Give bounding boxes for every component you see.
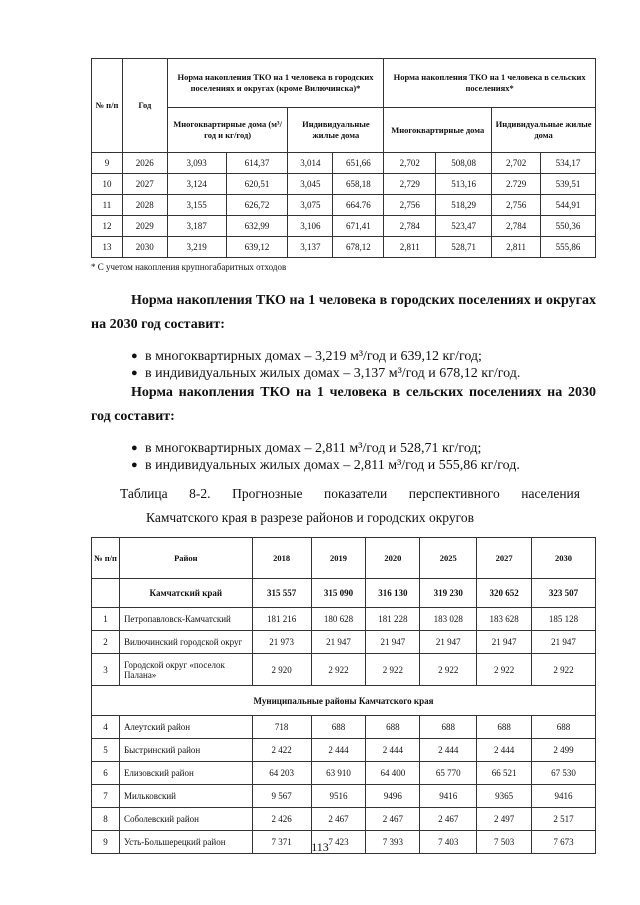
table-caption-cont: Камчатского края в разрезе районов и городских округов bbox=[146, 510, 474, 525]
paragraph-urban: Норма накопления ТКО на 1 человека в городских поселениях и округах на 2030 год составит: bbox=[91, 293, 596, 332]
table-cell: 2,784 bbox=[384, 216, 436, 237]
table-row bbox=[92, 654, 596, 686]
table-cell: 2 517 bbox=[532, 808, 596, 831]
bullet-item bbox=[131, 365, 521, 382]
table-cell: 3,187 bbox=[167, 216, 226, 237]
table-cell: 4 bbox=[92, 716, 120, 739]
table-cell: 2 426 bbox=[252, 808, 311, 831]
table-cell: 2 920 bbox=[252, 654, 311, 686]
header-num: № п/п bbox=[92, 59, 123, 153]
table-cell: 66 521 bbox=[477, 762, 532, 785]
table-cell: 2,811 bbox=[492, 237, 541, 258]
bullet-item bbox=[131, 440, 482, 457]
table-row bbox=[92, 216, 596, 237]
table-cell: 21 947 bbox=[420, 631, 477, 654]
table-cell: 2028 bbox=[122, 195, 167, 216]
table-row bbox=[92, 631, 596, 654]
table-cell: 550,36 bbox=[541, 216, 596, 237]
table-cell: 63 910 bbox=[311, 762, 366, 785]
table-cell: 620,51 bbox=[226, 174, 288, 195]
table-cell: 3 bbox=[92, 654, 120, 686]
table-cell: 9496 bbox=[366, 785, 420, 808]
table-cell: 508,08 bbox=[436, 153, 492, 174]
table-cell: 513,16 bbox=[436, 174, 492, 195]
header-indiv: Индивидуальные жилые дома bbox=[288, 108, 384, 153]
total-value: 315 090 bbox=[311, 579, 366, 608]
table-cell: 671,41 bbox=[333, 216, 384, 237]
population-table-header bbox=[92, 538, 596, 579]
table-cell: 2 467 bbox=[366, 808, 420, 831]
table-cell: 658,18 bbox=[333, 174, 384, 195]
table-cell: 2.729 bbox=[492, 174, 541, 195]
district-name: Усть-Большерецкий район bbox=[119, 831, 252, 854]
table-cell: 2 922 bbox=[532, 654, 596, 686]
table-cell: 2,702 bbox=[384, 153, 436, 174]
bullet-icon: ● bbox=[131, 442, 138, 454]
column-header: 2020 bbox=[366, 538, 420, 579]
column-header: № п/п bbox=[92, 538, 120, 579]
table-cell: 3,124 bbox=[167, 174, 226, 195]
table-cell: 2 499 bbox=[532, 739, 596, 762]
table-cell: 3,075 bbox=[288, 195, 333, 216]
table-cell: 664.76 bbox=[333, 195, 384, 216]
table-cell: 2 444 bbox=[366, 739, 420, 762]
bullet-icon: ● bbox=[131, 459, 138, 471]
table-cell: 2,756 bbox=[384, 195, 436, 216]
column-header: Район bbox=[119, 538, 252, 579]
table-cell: 2 922 bbox=[477, 654, 532, 686]
table-cell: 9516 bbox=[311, 785, 366, 808]
section-row bbox=[92, 686, 596, 716]
bullet-text: в многоквартирных домах – 2,811 м³/год и 528,71 кг/год; bbox=[145, 441, 482, 456]
page-number: 113 bbox=[311, 840, 329, 854]
table-cell: 12 bbox=[92, 216, 123, 237]
table-cell: 7 393 bbox=[366, 831, 420, 854]
table-cell: 181 228 bbox=[366, 608, 420, 631]
table-cell: 2 467 bbox=[311, 808, 366, 831]
table-cell: 9 bbox=[92, 153, 123, 174]
table-cell: 180 628 bbox=[311, 608, 366, 631]
table-cell: 11 bbox=[92, 195, 123, 216]
section-title: Муниципальные районы Камчатского края bbox=[92, 686, 596, 716]
total-value: 319 230 bbox=[420, 579, 477, 608]
table-cell: 183 628 bbox=[477, 608, 532, 631]
column-header: 2018 bbox=[252, 538, 311, 579]
table-cell: 688 bbox=[366, 716, 420, 739]
district-name: Соболевский район bbox=[119, 808, 252, 831]
table-row bbox=[92, 762, 596, 785]
paragraph-rural: Норма накопления ТКО на 1 человека в сельских поселениях на 2030 год составит: bbox=[91, 385, 596, 424]
table-cell: 2026 bbox=[122, 153, 167, 174]
total-value: 320 652 bbox=[477, 579, 532, 608]
table-cell: 21 947 bbox=[311, 631, 366, 654]
table-cell: 181 216 bbox=[252, 608, 311, 631]
table-cell: 678,12 bbox=[333, 237, 384, 258]
table-cell: 518,29 bbox=[436, 195, 492, 216]
table-cell: 2 444 bbox=[420, 739, 477, 762]
table-cell: 2,756 bbox=[492, 195, 541, 216]
table-cell: 10 bbox=[92, 174, 123, 195]
table-cell: 3,014 bbox=[288, 153, 333, 174]
table-cell: 2 922 bbox=[311, 654, 366, 686]
table-cell: 9416 bbox=[420, 785, 477, 808]
table-cell: 9416 bbox=[532, 785, 596, 808]
table-cell: 64 203 bbox=[252, 762, 311, 785]
table-cell: 639,12 bbox=[226, 237, 288, 258]
table-cell: 6 bbox=[92, 762, 120, 785]
table-cell: 8 bbox=[92, 808, 120, 831]
district-name: Вилючинский городской округ bbox=[119, 631, 252, 654]
table-cell: 9 bbox=[92, 831, 120, 854]
table-cell: 65 770 bbox=[420, 762, 477, 785]
table-cell: 9 567 bbox=[252, 785, 311, 808]
table-cell: 534,17 bbox=[541, 153, 596, 174]
column-header: 2030 bbox=[532, 538, 596, 579]
table-cell: 7 503 bbox=[477, 831, 532, 854]
table-cell: 555,86 bbox=[541, 237, 596, 258]
table-cell: 688 bbox=[311, 716, 366, 739]
table-cell: 3,155 bbox=[167, 195, 226, 216]
table-cell: 2 422 bbox=[252, 739, 311, 762]
table-cell: 688 bbox=[477, 716, 532, 739]
district-name: Быстринский район bbox=[119, 739, 252, 762]
table-row bbox=[92, 739, 596, 762]
table-cell: 2,729 bbox=[384, 174, 436, 195]
bullet-text: в многоквартирных домах – 3,219 м³/год и 639,12 кг/год; bbox=[145, 349, 482, 364]
table-cell: 185 128 bbox=[532, 608, 596, 631]
district-name: Алеутский район bbox=[119, 716, 252, 739]
table-cell: 7 bbox=[92, 785, 120, 808]
table-cell: 183 028 bbox=[420, 608, 477, 631]
table-cell: 528,71 bbox=[436, 237, 492, 258]
total-value: 323 507 bbox=[532, 579, 596, 608]
table-cell: 7 673 bbox=[532, 831, 596, 854]
table-row bbox=[92, 808, 596, 831]
table-cell: 3,106 bbox=[288, 216, 333, 237]
table-row bbox=[92, 716, 596, 739]
total-label: Камчатский край bbox=[119, 579, 252, 608]
table-row bbox=[92, 608, 596, 631]
table-cell: 651,66 bbox=[333, 153, 384, 174]
header-indiv-rural: Индивидуальные жилые дома bbox=[492, 108, 596, 153]
table-cell: 544,91 bbox=[541, 195, 596, 216]
district-name: Мильковский bbox=[119, 785, 252, 808]
table-cell: 2 922 bbox=[420, 654, 477, 686]
table-cell: 13 bbox=[92, 237, 123, 258]
table-cell: 2027 bbox=[122, 174, 167, 195]
table-cell: 7 403 bbox=[420, 831, 477, 854]
district-name: Елизовский район bbox=[119, 762, 252, 785]
table-cell: 688 bbox=[420, 716, 477, 739]
table-footnote: * С учетом накопления крупногабаритных отходов bbox=[91, 262, 287, 272]
table-cell: 3,219 bbox=[167, 237, 226, 258]
table-cell: 5 bbox=[92, 739, 120, 762]
table-cell: 21 947 bbox=[366, 631, 420, 654]
table-cell: 2 444 bbox=[477, 739, 532, 762]
table-cell: 2 922 bbox=[366, 654, 420, 686]
header-multi: Многоквартирные дома (м³/год и кг/год) bbox=[167, 108, 288, 153]
table-cell: 7 423 bbox=[311, 831, 366, 854]
table-cell: 3,045 bbox=[288, 174, 333, 195]
table-cell: 626,72 bbox=[226, 195, 288, 216]
table-cell: 2,811 bbox=[384, 237, 436, 258]
table-cell: 539,51 bbox=[541, 174, 596, 195]
header-year: Год bbox=[122, 59, 167, 153]
table-cell: 688 bbox=[532, 716, 596, 739]
header-urban: Норма накопления ТКО на 1 человека в городских поселениях и округах (кроме Вилючинска)* bbox=[167, 59, 384, 108]
table-cell: 21 973 bbox=[252, 631, 311, 654]
bullet-text: в индивидуальных жилых домах – 2,811 м³/год и 555,86 кг/год. bbox=[145, 458, 520, 473]
table-cell: 523,47 bbox=[436, 216, 492, 237]
total-value: 316 130 bbox=[366, 579, 420, 608]
column-header: 2025 bbox=[420, 538, 477, 579]
table-cell: 64 400 bbox=[366, 762, 420, 785]
table-cell: 9365 bbox=[477, 785, 532, 808]
table-cell: 1 bbox=[92, 608, 120, 631]
bullet-item bbox=[131, 457, 520, 474]
column-header: 2019 bbox=[311, 538, 366, 579]
table-cell: 21 947 bbox=[477, 631, 532, 654]
table-cell: 718 bbox=[252, 716, 311, 739]
bullet-item bbox=[131, 348, 482, 365]
table-cell: 21 947 bbox=[532, 631, 596, 654]
table-cell: 2 467 bbox=[420, 808, 477, 831]
table-row bbox=[92, 174, 596, 195]
table-cell: 2,784 bbox=[492, 216, 541, 237]
bullet-icon: ● bbox=[131, 367, 138, 379]
table-cell: 2030 bbox=[122, 237, 167, 258]
table-row bbox=[92, 195, 596, 216]
table-cell: 7 371 bbox=[252, 831, 311, 854]
table-caption: Таблица 8-2. Прогнозные показатели перспективного населения bbox=[120, 486, 580, 501]
population-table bbox=[91, 537, 596, 854]
header-rural: Норма накопления ТКО на 1 человека в сельских поселениях* bbox=[384, 59, 596, 108]
table-row bbox=[92, 785, 596, 808]
table-cell: 67 530 bbox=[532, 762, 596, 785]
table-row bbox=[92, 237, 596, 258]
table-cell: 632,99 bbox=[226, 216, 288, 237]
table-row bbox=[92, 153, 596, 174]
table-cell: 2,702 bbox=[492, 153, 541, 174]
table-cell: 2 bbox=[92, 631, 120, 654]
norms-table bbox=[91, 58, 596, 258]
table-cell: 2 497 bbox=[477, 808, 532, 831]
total-row bbox=[92, 579, 596, 608]
norms-table-body bbox=[92, 153, 596, 258]
bullet-text: в индивидуальных жилых домах – 3,137 м³/год и 678,12 кг/год. bbox=[145, 366, 521, 381]
column-header: 2027 bbox=[477, 538, 532, 579]
header-multi-rural: Многоквартирные дома bbox=[384, 108, 492, 153]
table-cell: 2 444 bbox=[311, 739, 366, 762]
bullet-icon: ● bbox=[131, 350, 138, 362]
table-cell: 614,37 bbox=[226, 153, 288, 174]
district-name: Петропавловск-Камчатский bbox=[119, 608, 252, 631]
total-value: 315 557 bbox=[252, 579, 311, 608]
table-cell: 2029 bbox=[122, 216, 167, 237]
table-cell: 3,137 bbox=[288, 237, 333, 258]
district-name: Городской округ «поселок Палана» bbox=[119, 654, 252, 686]
table-cell: 3,093 bbox=[167, 153, 226, 174]
